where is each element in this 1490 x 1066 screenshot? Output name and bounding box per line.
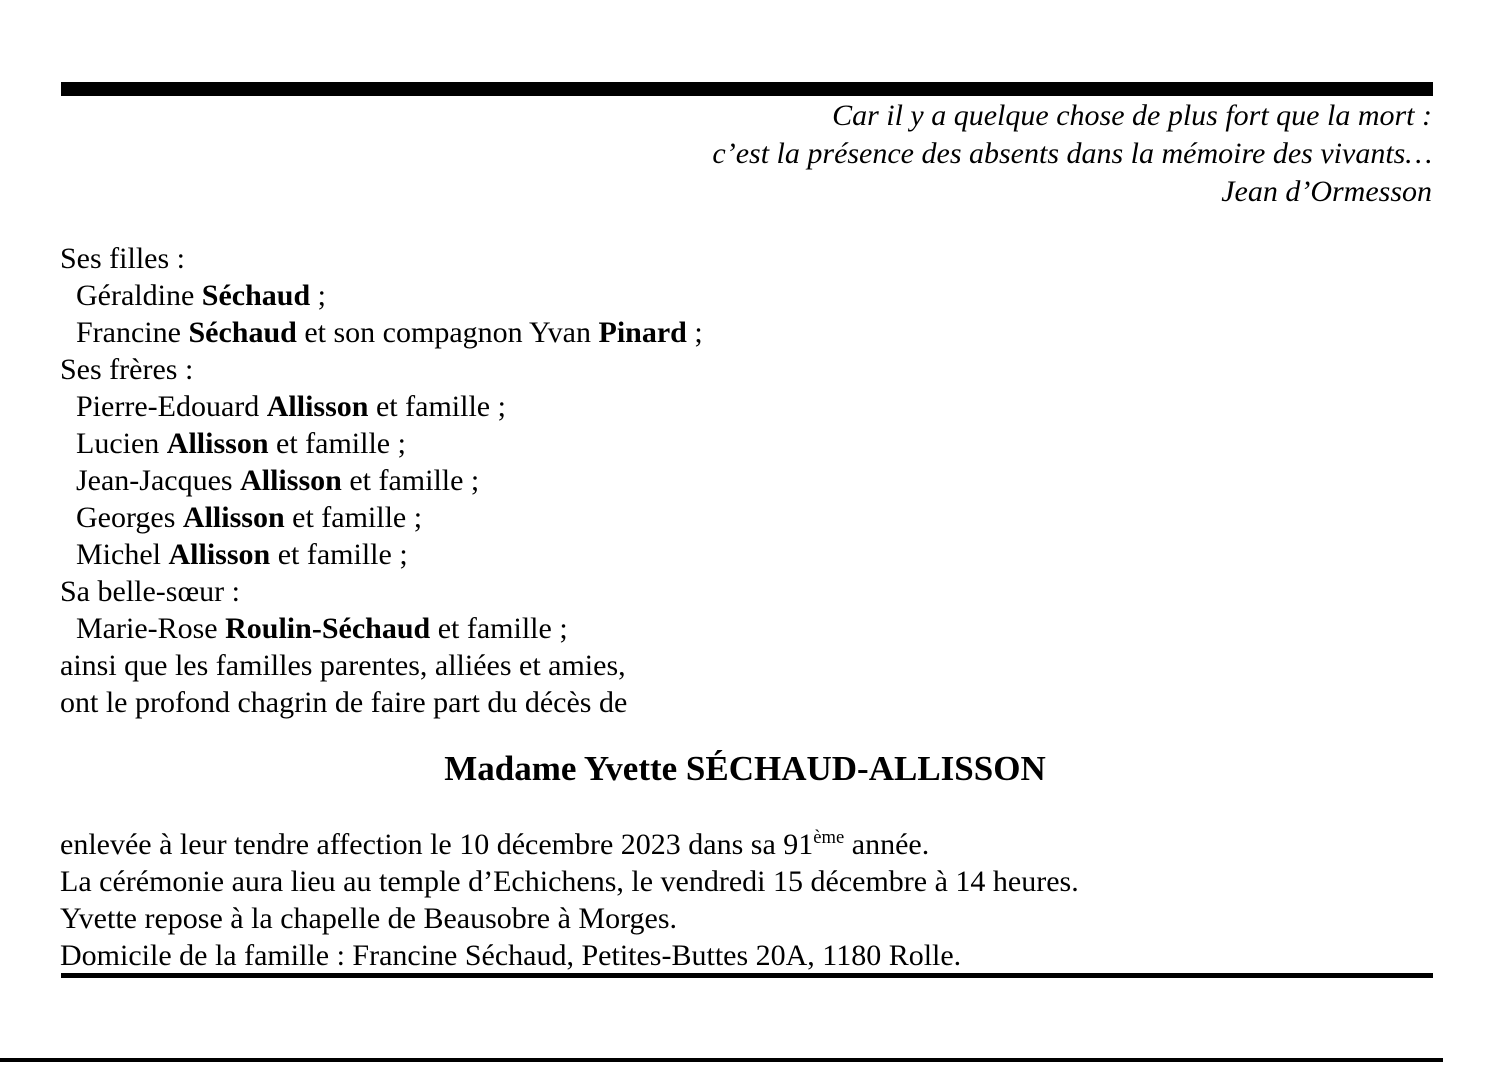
text-line (60, 425, 703, 462)
text-segment: Michel (76, 538, 169, 571)
text-line (60, 937, 1079, 974)
text-segment: La cérémonie aura lieu au temple d’Echichens, le vendredi 15 décembre à 14 heures. (60, 865, 1079, 898)
ceremony-details (60, 826, 1079, 974)
text-segment: et famille ; (268, 427, 406, 460)
text-segment: Sa belle-sœur : (60, 575, 240, 608)
text-line (60, 610, 703, 647)
top-rule-thick (61, 82, 1433, 96)
text-line (60, 314, 703, 351)
text-line (60, 277, 703, 314)
text-line (60, 573, 703, 610)
text-segment: et famille ; (341, 464, 480, 497)
surname-bold: Allisson (240, 464, 342, 497)
text-segment: Lucien (76, 427, 167, 460)
surname-bold: Roulin-Séchaud (225, 612, 431, 645)
surname-bold: Allisson (166, 427, 269, 460)
surname-bold: Allisson (266, 390, 369, 423)
text-segment: ainsi que les familles parentes, alliées et amies, (60, 649, 626, 682)
text-line (60, 826, 1079, 863)
text-segment: Georges (76, 501, 183, 534)
text-segment: Yvette repose à la chapelle de Beausobre à Morges. (60, 902, 678, 935)
text-segment: ; (310, 279, 326, 312)
surname-bold: Séchaud (188, 316, 297, 349)
text-segment: Ses frères : (60, 353, 194, 386)
text-line (60, 240, 703, 277)
text-segment: Francine (76, 316, 189, 349)
text-line (60, 536, 703, 573)
bottom-rule-thin (61, 973, 1433, 978)
text-segment: Pierre-Edouard (76, 390, 267, 423)
text-segment: ; (686, 316, 703, 349)
text-line (60, 863, 1079, 900)
text-line (60, 499, 703, 536)
ordinal-superscript: ème (813, 827, 845, 848)
next-page-partial-rule (0, 1058, 1443, 1062)
family-list (60, 240, 703, 721)
text-segment: et famille ; (368, 390, 506, 423)
text-line (60, 684, 703, 721)
text-line (60, 647, 703, 684)
surname-bold: Séchaud (201, 279, 311, 312)
epigraph-line-1: Car il y a quelque chose de plus fort que la mort : (832, 99, 1432, 132)
text-segment: et famille ; (270, 538, 408, 571)
text-segment: Marie-Rose (76, 612, 226, 645)
epigraph-line-2: c’est la présence des absents dans la mémoire des vivants… (712, 137, 1432, 170)
text-segment: année. (844, 828, 930, 861)
text-segment: et son compagnon Yvan (296, 316, 599, 349)
surname-bold: Allisson (182, 501, 285, 534)
text-segment: ont le profond chagrin de faire part du décès de (60, 686, 628, 719)
epigraph-attribution: Jean d’Ormesson (1221, 175, 1432, 208)
text-segment: Domicile de la famille : Francine Séchaud, Petites-Buttes 20A, 1180 Rolle. (60, 939, 962, 972)
text-segment: et famille ; (284, 501, 423, 534)
deceased-name-title: Madame Yvette SÉCHAUD-ALLISSON (444, 749, 1046, 788)
text-line (60, 351, 703, 388)
text-segment: Ses filles : (60, 242, 185, 275)
text-line (60, 388, 703, 425)
text-segment: et famille ; (430, 612, 568, 645)
surname-bold: Pinard (598, 316, 687, 349)
text-segment: enlevée à leur tendre affection le 10 décembre 2023 dans sa 91 (60, 828, 814, 861)
epigraph (712, 97, 1432, 211)
text-segment: Jean-Jacques (76, 464, 241, 497)
text-segment: Géraldine (76, 279, 202, 312)
text-line (60, 462, 703, 499)
surname-bold: Allisson (168, 538, 271, 571)
text-line (60, 900, 1079, 937)
